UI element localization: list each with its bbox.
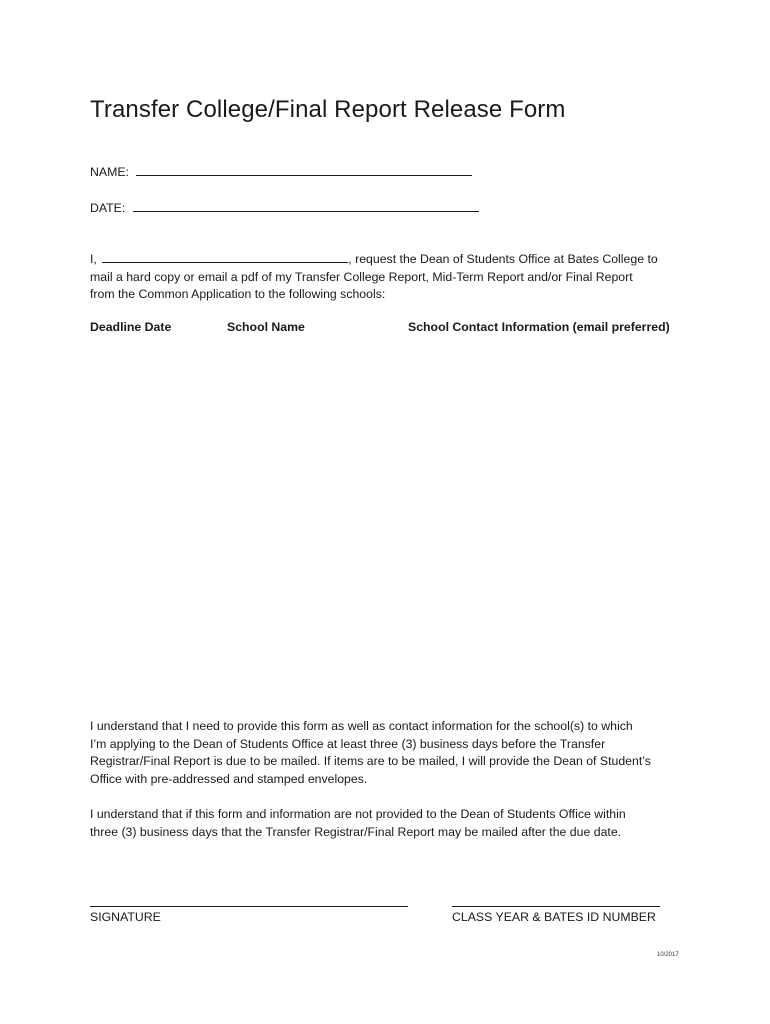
request-line-2: mail a hard copy or email a pdf of my Transfer College Report, Mid-Term Report and/or Final Report [90, 269, 633, 284]
date-label: DATE: [90, 201, 126, 215]
signature-label: SIGNATURE [90, 910, 161, 924]
signature-line[interactable] [90, 906, 408, 907]
notice-paragraph [90, 806, 690, 841]
notice-line-2: three (3) business days that the Transfer Registrar/Final Report may be mailed after the due date. [90, 824, 622, 839]
date-blank-line[interactable] [133, 199, 479, 212]
request-paragraph [90, 250, 690, 304]
revision-code: 10/2017 [657, 952, 679, 958]
form-title: Transfer College/Final Report Release Form [90, 96, 566, 123]
school-name-header: School Name [227, 320, 305, 334]
understand-line-2: I’m applying to the Dean of Students Office at least three (3) business days before the Transfer [90, 736, 606, 751]
class-year-line[interactable] [452, 906, 660, 907]
notice-line-1: I understand that if this form and information are not provided to the Dean of Students Office within [90, 807, 626, 821]
student-name-blank-line[interactable] [102, 250, 348, 263]
contact-info-header: School Contact Information (email preferred) [408, 320, 670, 334]
request-text: , request the Dean of Students Office at Bates College to [348, 252, 658, 266]
date-field-row [90, 199, 479, 215]
understand-line-1: I understand that I need to provide this form as well as contact information for the school(s) to which [90, 719, 633, 733]
request-prefix: I, [90, 252, 97, 266]
name-field-row [90, 163, 472, 179]
name-label: NAME: [90, 165, 129, 179]
understand-line-3: Registrar/Final Report is due to be mailed. If items are to be mailed, I will provide the Dean of Student’s [90, 754, 651, 768]
understand-paragraph [90, 718, 690, 788]
name-blank-line[interactable] [136, 163, 472, 176]
class-year-label: CLASS YEAR & BATES ID NUMBER [452, 910, 656, 924]
understand-line-4: Office with pre-addressed and stamped envelopes. [90, 771, 368, 786]
request-line-3: from the Common Application to the following schools: [90, 287, 386, 301]
deadline-date-header: Deadline Date [90, 320, 172, 334]
